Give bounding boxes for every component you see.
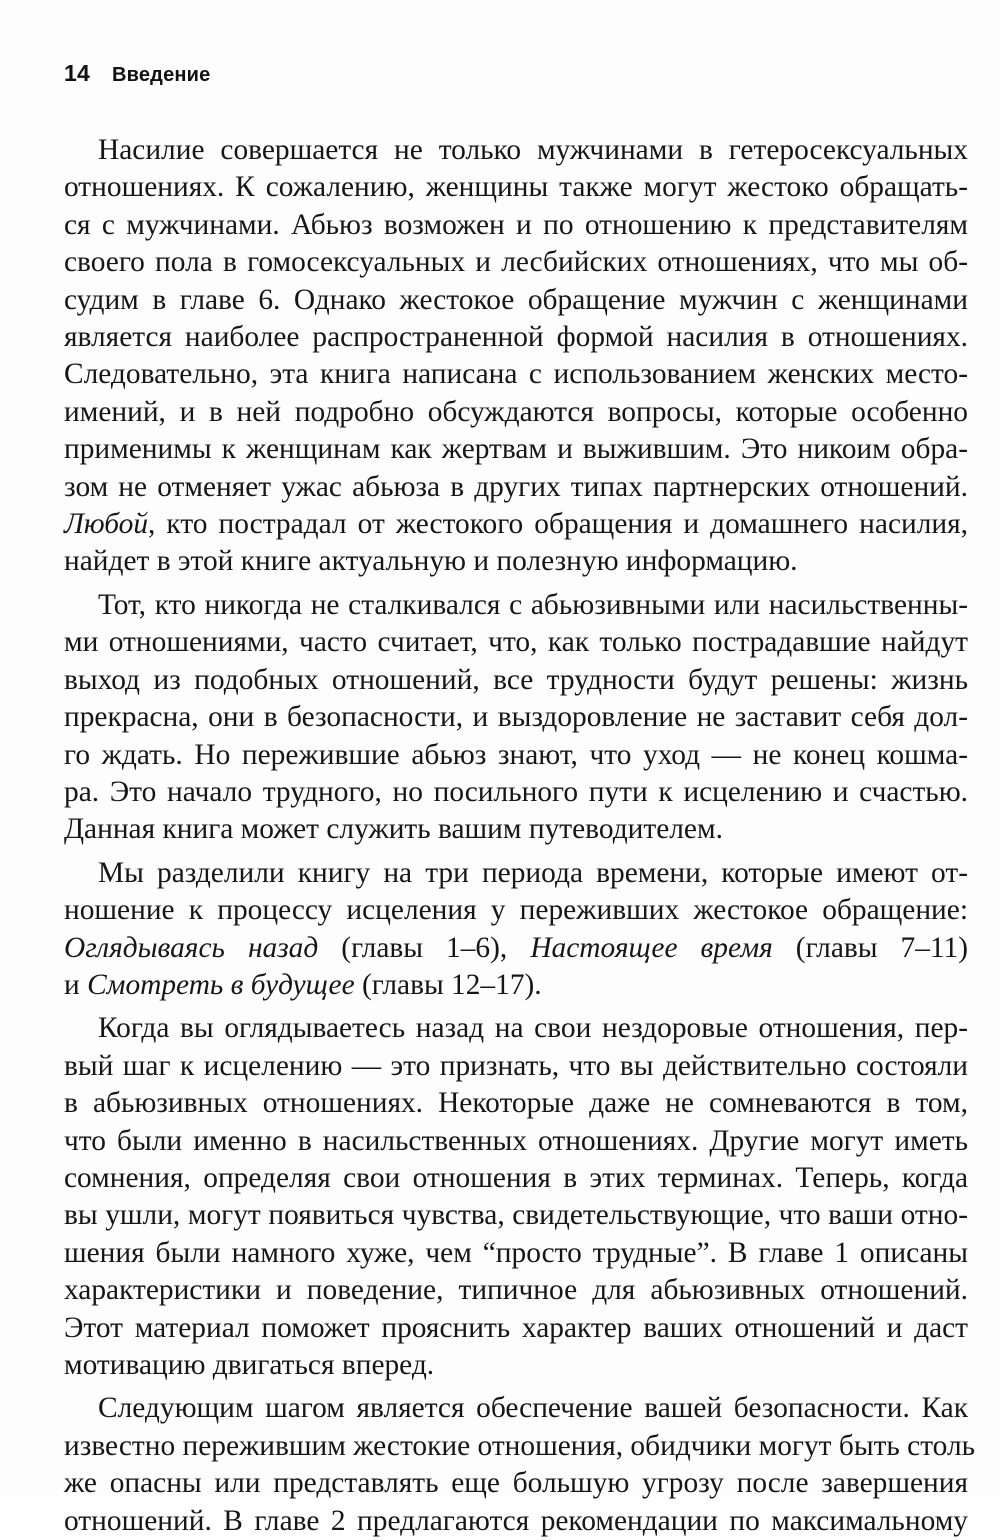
text-line	[64, 169, 968, 206]
italic-phrase: Настоящее время	[530, 931, 773, 964]
text-line	[64, 394, 968, 431]
text-line	[64, 1347, 968, 1384]
text-run: сомнения, определяя свои отношения в этих терминах. Теперь, когда	[64, 1161, 968, 1194]
text-run: вый шаг к исцелению — это признать, что вы действительно состояли	[64, 1049, 968, 1082]
text-line	[64, 1123, 968, 1160]
text-run: прекрасна, они в безопасности, и выздоровление не заставит себя дол-	[64, 701, 968, 734]
text-run: отношений. В главе 2 предлагаются рекомендации по максимальному	[64, 1504, 968, 1537]
text-line	[64, 506, 968, 543]
text-run: Следующим шагом является обеспечение вашей безопасности. Как	[98, 1392, 968, 1425]
text-run: шения были намного хуже, чем “просто трудные”. В главе 1 описаны	[64, 1236, 968, 1269]
text-run: Когда вы оглядываетесь назад на свои нездоровые отношения, пер-	[98, 1012, 968, 1045]
text-line	[64, 1390, 968, 1427]
text-line	[64, 543, 968, 580]
text-run: в абьюзивных отношениях. Некоторые даже не сомневаются в том,	[64, 1087, 968, 1120]
text-run: (главы 7–11)	[772, 931, 969, 964]
text-line	[64, 737, 968, 774]
text-run: вы ушли, могут появиться чувства, свидетельствующие, что ваши отно-	[64, 1199, 968, 1232]
text-run: является наиболее распространенной формой насилия в отношениях.	[64, 321, 968, 354]
italic-phrase: Оглядываясь назад	[64, 931, 319, 964]
page-number: 14	[64, 60, 90, 86]
text-line	[64, 662, 968, 699]
text-run: Следовательно, эта книга написана с использованием женских место-	[64, 358, 968, 391]
text-run: зом не отменяет ужас абьюза в других типах партнерских отношений.	[64, 470, 968, 503]
text-line	[64, 1272, 968, 1309]
text-run: найдет в этой книге актуальную и полезную информацию.	[64, 545, 798, 578]
text-line	[64, 699, 968, 736]
running-head	[64, 60, 211, 87]
text-run: Тот, кто никогда не сталкивался с абьюзивными или насильственны-	[98, 588, 968, 621]
text-run: что были именно в насильственных отношениях. Другие могут иметь	[64, 1124, 968, 1157]
text-run: (главы 12–17).	[354, 968, 542, 1001]
text-run: судим в главе 6. Однако жестокое обращение мужчин с женщинами	[64, 283, 968, 316]
text-line	[64, 587, 968, 624]
text-line	[64, 1048, 968, 1085]
italic-phrase: Любой	[64, 508, 149, 541]
text-line	[64, 1235, 968, 1272]
text-run: ми отношениями, часто считает, что, как только пострадавшие найдут	[64, 626, 968, 659]
paragraph	[64, 855, 968, 1005]
body-text	[64, 132, 976, 1540]
text-line	[64, 1085, 968, 1122]
text-line	[64, 132, 968, 169]
italic-phrase: Смотреть в будущее	[87, 968, 355, 1001]
paragraph	[64, 1390, 976, 1540]
text-run: выход из подобных отношений, все трудности будут решены: жизнь	[64, 663, 968, 696]
text-line	[64, 1428, 976, 1465]
text-run: Данная книга может служить вашим путеводителем.	[64, 813, 723, 846]
text-run: Мы разделили книгу на три периода времени, которые имеют от-	[98, 856, 968, 889]
text-line	[64, 244, 968, 281]
text-line	[64, 1160, 968, 1197]
text-line	[64, 855, 968, 892]
text-run: ся с мужчинами. Абьюз возможен и по отношению к представителям	[64, 208, 968, 241]
text-run: же опасны или представлять еще большую угрозу после завершения	[64, 1467, 968, 1500]
text-run: (главы 1–6),	[318, 931, 531, 964]
text-line	[64, 469, 968, 506]
text-run: характеристики и поведение, типичное для абьюзивных отношений.	[64, 1274, 968, 1307]
text-line	[64, 207, 968, 244]
text-run: применимы к женщинам как жертвам и выжившим. Это никоим обра-	[64, 433, 968, 466]
text-line	[64, 1465, 968, 1502]
text-run: ра. Это начало трудного, но посильного пути к исцелению и счастью.	[64, 775, 968, 808]
text-line	[64, 930, 968, 967]
text-line	[64, 1010, 968, 1047]
text-line	[64, 1310, 968, 1347]
text-line	[64, 356, 968, 393]
text-run: имений, и в ней подробно обсуждаются вопросы, которые особенно	[64, 395, 968, 428]
text-line	[64, 431, 968, 468]
text-line	[64, 319, 968, 356]
text-line	[64, 282, 968, 319]
text-line	[64, 1197, 968, 1234]
text-run: Этот материал поможет прояснить характер ваших отношений и даст	[64, 1311, 968, 1344]
text-run: Насилие совершается не только мужчинами в гетеросексуальных	[98, 134, 968, 166]
text-run: своего пола в гомосексуальных и лесбийских отношениях, что мы об-	[64, 246, 968, 279]
paragraph	[64, 587, 968, 849]
paragraph	[64, 132, 968, 581]
text-run: и	[64, 968, 88, 1001]
text-run: го ждать. Но пережившие абьюз знают, что уход — не конец кошма-	[64, 738, 968, 771]
text-line	[64, 624, 968, 661]
text-line	[64, 774, 968, 811]
text-run: отношениях. К сожалению, женщины также могут жестоко обращать-	[64, 171, 968, 204]
text-line	[64, 811, 968, 848]
text-line	[64, 1503, 968, 1540]
text-line	[64, 967, 968, 1004]
paragraph	[64, 1010, 968, 1384]
section-title: Введение	[111, 64, 211, 86]
text-run: известно пережившим жестокие отношения, обидчики могут быть столь	[64, 1429, 976, 1462]
text-run: мотивацию двигаться вперед.	[64, 1349, 435, 1381]
text-run: , кто пострадал от жестокого обращения и домашнего насилия,	[148, 508, 968, 541]
text-line	[64, 892, 968, 929]
text-run: ношение к процессу исцеления у переживших жестокое обращение:	[64, 894, 968, 927]
